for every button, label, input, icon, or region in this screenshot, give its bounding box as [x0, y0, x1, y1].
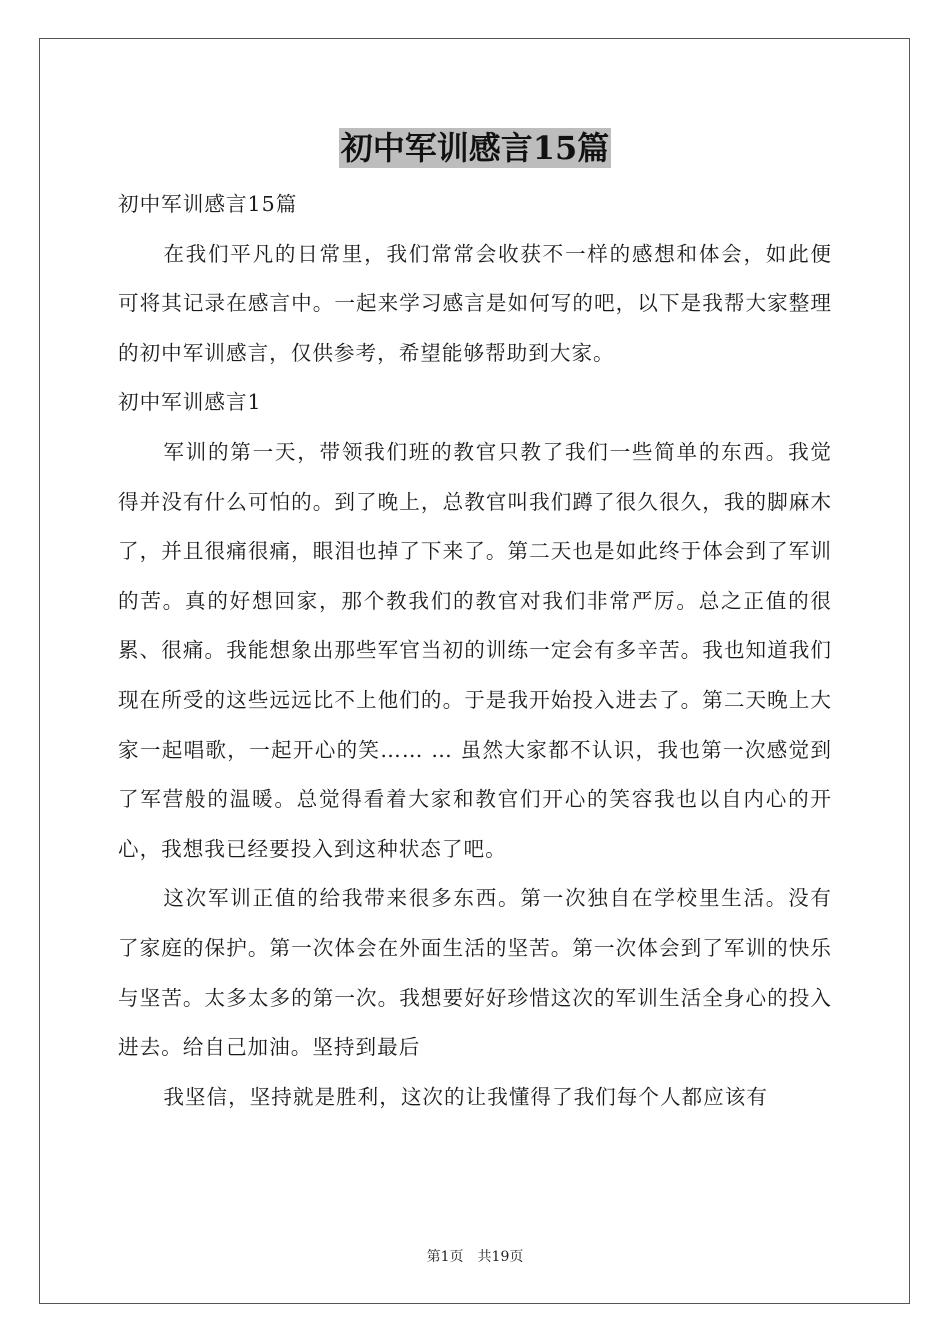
page-number: 第1页: [426, 1249, 464, 1265]
title-container: [0, 128, 950, 168]
page-footer: [0, 1246, 950, 1266]
document-subtitle: 初中军训感言15篇: [118, 192, 298, 216]
document-title: 初中军训感言15篇: [340, 129, 610, 167]
document-body: [118, 180, 832, 1122]
body-paragraph-2: 这次军训正值的给我带来很多东西。第一次独自在学校里生活。没有了家庭的保护。第一次体会在外面生活的坚苦。第一次体会到了军训的快乐与坚苦。太多太多的第一次。我想要好好珍惜这次的军训生活全身心的投入进去。给自己加油。坚持到最后: [118, 886, 832, 1060]
page-total: 共19页: [477, 1249, 524, 1265]
body-paragraph-3: 我坚信，坚持就是胜利，这次的让我懂得了我们每个人都应该有: [163, 1084, 768, 1109]
body-paragraph-1: 军训的第一天，带领我们班的教官只教了我们一些简单的东西。我觉得并没有什么可怕的。到了晚上，总教官叫我们蹲了很久很久，我的脚麻木了，并且很痛很痛，眼泪也掉了下来了。第二天也是如此终于体会到了军训的苦。真的好想回家，那个教我们的教官对我们非常严厉。总之正值的很累、很痛。我能想象出那些军官当初的训练一定会有多辛苦。我也知道我们现在所受的这些远远比不上他们的。于是我开始投入进去了。第二天晚上大家一起唱歌，一起开心的笑…… … 虽然大家都不认识，我也第一次感觉到了军营般的温暖。总觉得看着大家和教官们开心的笑容我也以自内心的开心，我想我已经要投入到这种状态了吧。: [118, 439, 832, 861]
intro-paragraph: 在我们平凡的日常里，我们常常会收获不一样的感想和体会，如此便可将其记录在感言中。一起来学习感言是如何写的吧，以下是我帮大家整理的初中军训感言，仅供参考，希望能够帮助到大家。: [118, 241, 832, 365]
section-heading: 初中军训感言1: [118, 390, 262, 415]
